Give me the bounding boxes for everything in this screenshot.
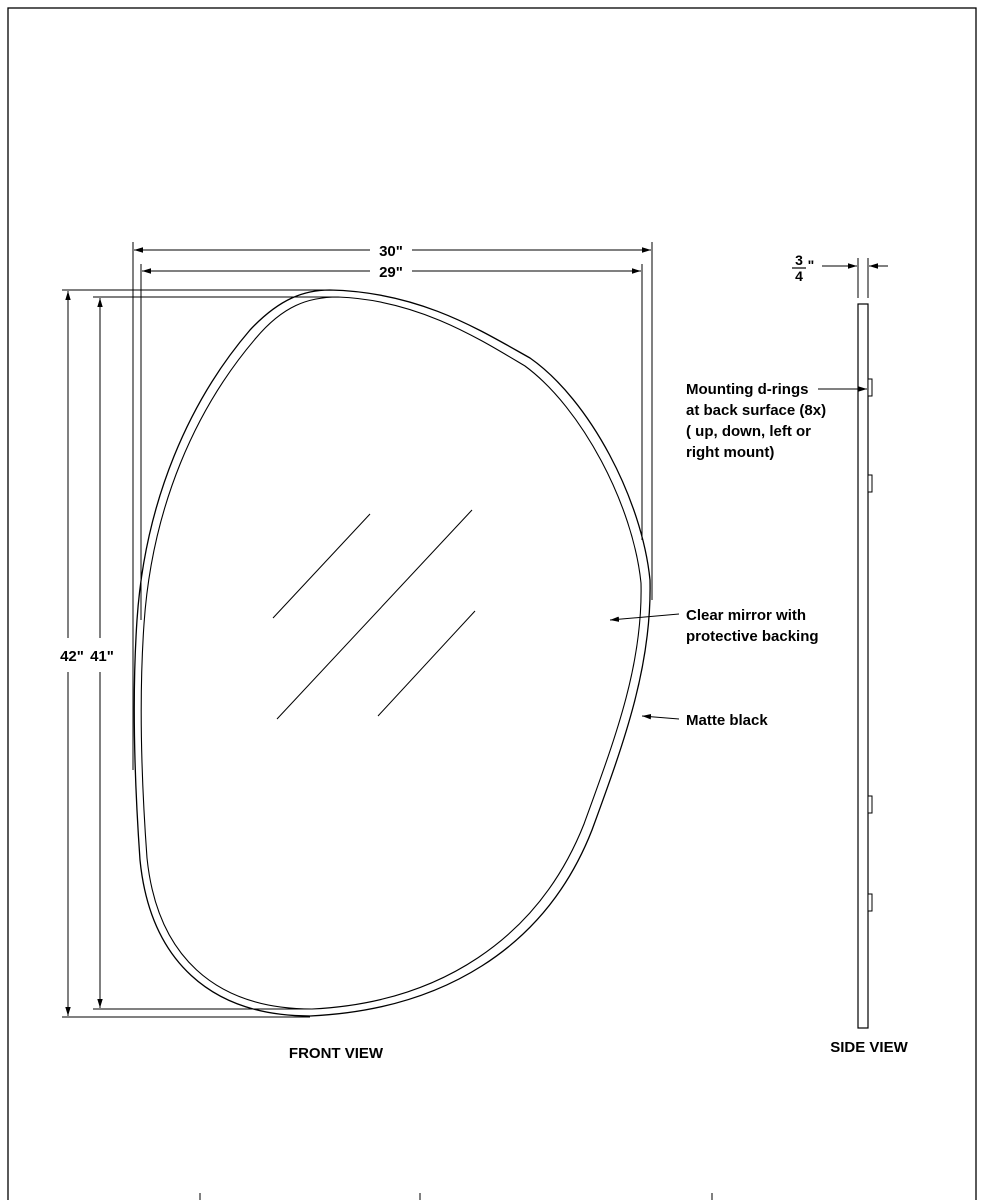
mounting-callout-line-3: ( up, down, left or (686, 423, 811, 440)
mirror-callout-line-1: Clear mirror with (686, 607, 807, 624)
mirror-callout-leader (610, 614, 679, 620)
mirror-side-profile (858, 304, 868, 1028)
d-ring-bracket (868, 796, 872, 813)
mirror-reflection-line-3 (378, 611, 475, 716)
front-view (60, 242, 818, 1062)
mirror-callout-line-2: protective backing (686, 628, 819, 645)
mounting-callout-line-4: right mount) (686, 444, 775, 461)
frame-callout-leader (642, 716, 679, 719)
mounting-callout-line-1: Mounting d-rings (686, 381, 809, 398)
frame-callout: Matte black (686, 712, 768, 729)
front-view-label: FRONT VIEW (288, 1045, 384, 1062)
depth-inch-mark: " (807, 257, 815, 273)
depth-denominator: 4 (795, 268, 803, 284)
d-ring-bracket (868, 475, 872, 492)
mirror-reflection-line-1 (273, 514, 370, 618)
outer-width-label: 30" (379, 243, 403, 260)
mirror-glass-outline (141, 297, 641, 1009)
mirror-reflection-line-2 (277, 510, 472, 719)
inner-height-label: 41" (90, 648, 114, 665)
d-ring-bracket (868, 894, 872, 911)
side-view (686, 252, 909, 1056)
mounting-callout-line-2: at back surface (8x) (686, 402, 827, 419)
sheet-border (8, 8, 976, 1200)
outer-height-label: 42" (60, 648, 84, 665)
depth-numerator: 3 (795, 252, 803, 268)
inner-width-label: 29" (379, 264, 403, 281)
d-ring-bracket (868, 379, 872, 396)
side-view-label: SIDE VIEW (830, 1039, 908, 1056)
